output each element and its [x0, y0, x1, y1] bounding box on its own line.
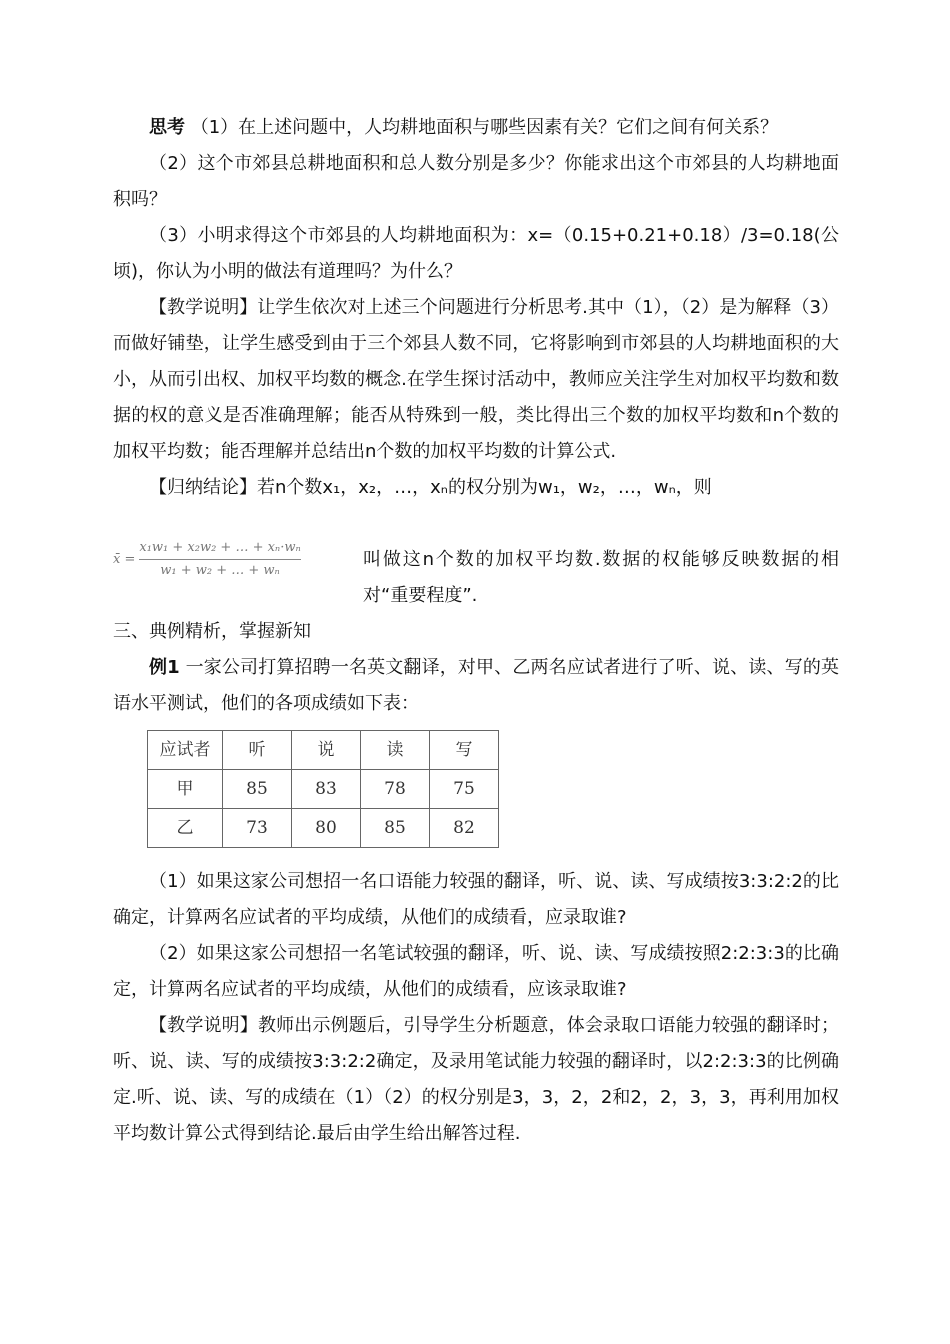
q1-text: （1）在上述问题中，人均耕地面积与哪些因素有关？它们之间有何关系？ — [190, 117, 779, 138]
conclusion-text: 【归纳结论】若n个数x₁，x₂，…，xₙ的权分别为w₁，w₂，…，wₙ，则 — [149, 477, 712, 498]
table-cell: 83 — [292, 770, 361, 809]
think-q3: （3）小明求得这个市郊县的人均耕地面积为：x=（0.15+0.21+0.18）/3=0.18(公顷)，你认为小明的做法有道理吗？为什么？ — [113, 225, 839, 282]
table-cell: 甲 — [148, 770, 223, 809]
think-q2: （2）这个市郊县总耕地面积和总人数分别是多少？你能求出这个市郊县的人均耕地面积吗？ — [113, 153, 839, 210]
example-1 — [113, 650, 839, 722]
teaching-note-2: 【教学说明】教师出示例题后，引导学生分析题意，体会录取口语能力较强的翻译时；听、说、读、写的成绩按3:3:2:2确定，及录用笔试能力较强的翻译时，以2:2:3:3的比例确定.听、说、读、写的成绩在（1）（2）的权分别是3，3，2，2和2，2，3，3，再利用加权平均数计算公式得到结论.最后由学生给出解答过程. — [113, 1015, 839, 1144]
table-header: 读 — [361, 731, 430, 770]
table-cell: 85 — [361, 809, 430, 848]
conclusion-after: 叫做这n个数的加权平均数.数据的权能够反映数据的相对“重要程度”. — [363, 549, 839, 606]
table-cell: 乙 — [148, 809, 223, 848]
table-cell: 85 — [223, 770, 292, 809]
table-row — [148, 770, 499, 809]
formula-numerator: x₁w₁ + x₂w₂ + … + xₙ·wₙ — [139, 540, 301, 555]
table-cell: 80 — [292, 809, 361, 848]
document-page — [113, 110, 839, 1152]
table-header: 应试者 — [148, 731, 223, 770]
table-cell: 73 — [223, 809, 292, 848]
think-q1 — [113, 110, 839, 146]
formula-denominator: w₁ + w₂ + … + wₙ — [139, 559, 300, 582]
example-q1: （1）如果这家公司想招一名口语能力较强的翻译，听、说、读、写成绩按3:3:2:2的比确定，计算两名应试者的平均成绩，从他们的成绩看，应录取谁? — [113, 871, 839, 928]
formula-fraction — [113, 537, 363, 582]
table-cell: 78 — [361, 770, 430, 809]
teaching-note-1: 【教学说明】让学生依次对上述三个问题进行分析思考.其中（1），（2）是为解释（3）而做好铺垫，让学生感受到由于三个郊县人数不同，它将影响到市郊县的人均耕地面积的大小，从而引出权、加权平均数的概念.在学生探讨活动中，教师应关注学生对加权平均数和数据的权的意义是否准确理解；能否从特殊到一般，类比得出三个数的加权平均数和n个数的加权平均数；能否理解并总结出n个数的加权平均数的计算公式. — [113, 297, 839, 462]
think-label: 思考 — [149, 117, 185, 138]
example-label: 例1 — [149, 657, 180, 678]
score-table — [147, 730, 499, 848]
table-header-row — [148, 731, 499, 770]
example-text: 一家公司打算招聘一名英文翻译，对甲、乙两名应试者进行了听、说、读、写的英语水平测试，他们的各项成绩如下表： — [113, 657, 839, 714]
table-cell: 82 — [430, 809, 499, 848]
table-header: 听 — [223, 731, 292, 770]
example-q2: （2）如果这家公司想招一名笔试较强的翻译，听、说、读、写成绩按照2:2:3:3的比确定，计算两名应试者的平均成绩，从他们的成绩看，应该录取谁? — [113, 943, 839, 1000]
table-cell: 75 — [430, 770, 499, 809]
table-header: 写 — [430, 731, 499, 770]
formula-lhs: x̄ = — [113, 551, 136, 567]
table-row — [148, 809, 499, 848]
table-header: 说 — [292, 731, 361, 770]
section-3-heading: 三、典例精析，掌握新知 — [113, 621, 311, 642]
